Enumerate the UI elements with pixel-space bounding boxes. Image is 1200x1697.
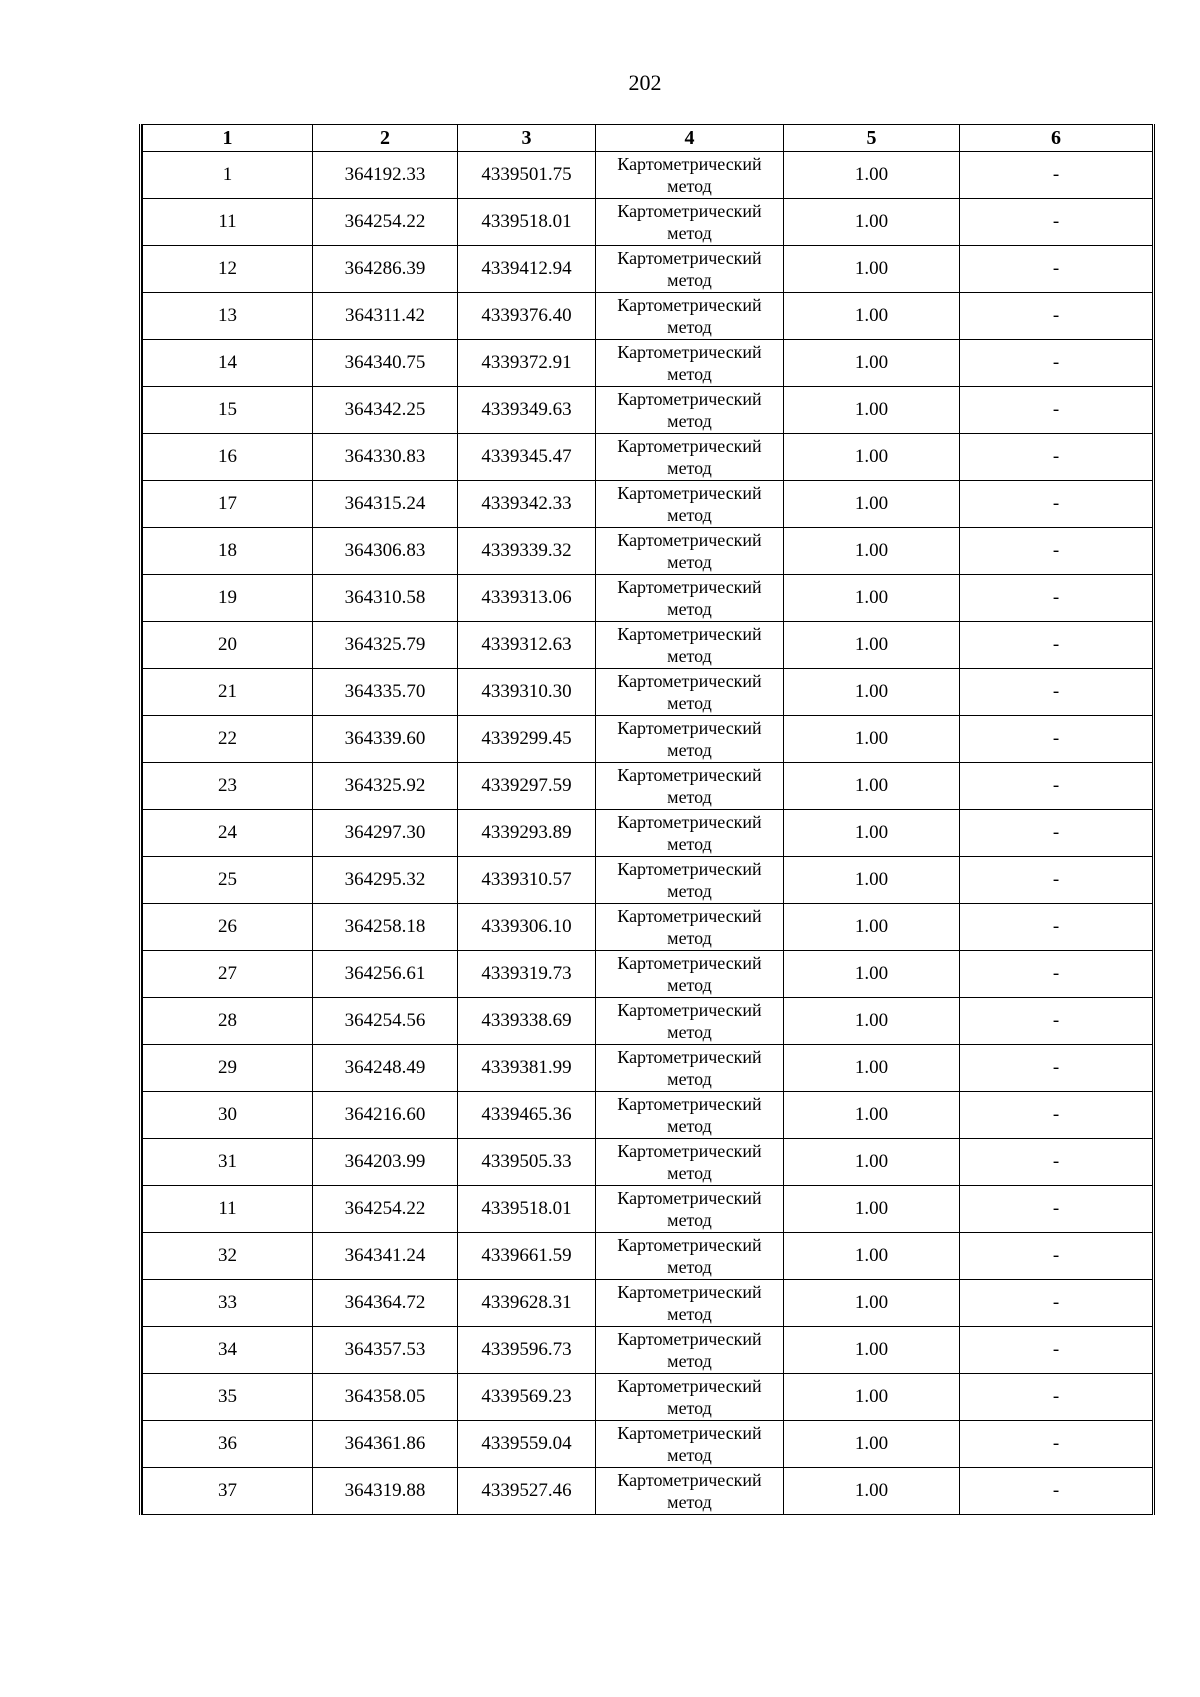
method-cell: Картометрический метод <box>596 1092 784 1139</box>
note-cell: - <box>960 340 1153 387</box>
point-number-cell: 26 <box>143 904 313 951</box>
point-number-cell: 11 <box>143 1186 313 1233</box>
table-row <box>143 528 1153 575</box>
header-row <box>143 125 1153 152</box>
accuracy-cell: 1.00 <box>784 622 960 669</box>
column-header-5: 5 <box>784 125 960 152</box>
x-coordinate-cell: 364339.60 <box>313 716 458 763</box>
y-coordinate-cell: 4339338.69 <box>458 998 596 1045</box>
table-row <box>143 716 1153 763</box>
method-cell: Картометрический метод <box>596 1280 784 1327</box>
y-coordinate-cell: 4339381.99 <box>458 1045 596 1092</box>
table-row <box>143 904 1153 951</box>
note-cell: - <box>960 1468 1153 1515</box>
method-cell: Картометрический метод <box>596 246 784 293</box>
y-coordinate-cell: 4339319.73 <box>458 951 596 998</box>
point-number-cell: 34 <box>143 1327 313 1374</box>
note-cell: - <box>960 1280 1153 1327</box>
note-cell: - <box>960 998 1153 1045</box>
point-number-cell: 33 <box>143 1280 313 1327</box>
x-coordinate-cell: 364258.18 <box>313 904 458 951</box>
method-cell: Картометрический метод <box>596 1186 784 1233</box>
point-number-cell: 1 <box>143 152 313 199</box>
accuracy-cell: 1.00 <box>784 716 960 763</box>
y-coordinate-cell: 4339527.46 <box>458 1468 596 1515</box>
method-cell: Картометрический метод <box>596 810 784 857</box>
table-row <box>143 293 1153 340</box>
table-row <box>143 434 1153 481</box>
point-number-cell: 21 <box>143 669 313 716</box>
y-coordinate-cell: 4339299.45 <box>458 716 596 763</box>
x-coordinate-cell: 364330.83 <box>313 434 458 481</box>
x-coordinate-cell: 364256.61 <box>313 951 458 998</box>
method-cell: Картометрический метод <box>596 340 784 387</box>
x-coordinate-cell: 364254.22 <box>313 199 458 246</box>
coordinates-table <box>142 124 1153 1515</box>
point-number-cell: 19 <box>143 575 313 622</box>
method-cell: Картометрический метод <box>596 528 784 575</box>
page-number: 202 <box>628 70 662 95</box>
note-cell: - <box>960 528 1153 575</box>
x-coordinate-cell: 364335.70 <box>313 669 458 716</box>
accuracy-cell: 1.00 <box>784 1139 960 1186</box>
accuracy-cell: 1.00 <box>784 1280 960 1327</box>
accuracy-cell: 1.00 <box>784 904 960 951</box>
note-cell: - <box>960 763 1153 810</box>
accuracy-cell: 1.00 <box>784 293 960 340</box>
x-coordinate-cell: 364310.58 <box>313 575 458 622</box>
y-coordinate-cell: 4339505.33 <box>458 1139 596 1186</box>
y-coordinate-cell: 4339559.04 <box>458 1421 596 1468</box>
point-number-cell: 32 <box>143 1233 313 1280</box>
table-row <box>143 246 1153 293</box>
y-coordinate-cell: 4339312.63 <box>458 622 596 669</box>
method-cell: Картометрический метод <box>596 575 784 622</box>
table-row <box>143 152 1153 199</box>
accuracy-cell: 1.00 <box>784 340 960 387</box>
note-cell: - <box>960 951 1153 998</box>
table-header <box>143 125 1153 152</box>
point-number-cell: 22 <box>143 716 313 763</box>
coordinates-table-wrapper <box>139 124 1155 1515</box>
accuracy-cell: 1.00 <box>784 1468 960 1515</box>
point-number-cell: 20 <box>143 622 313 669</box>
accuracy-cell: 1.00 <box>784 481 960 528</box>
x-coordinate-cell: 364286.39 <box>313 246 458 293</box>
point-number-cell: 35 <box>143 1374 313 1421</box>
x-coordinate-cell: 364342.25 <box>313 387 458 434</box>
table-row <box>143 481 1153 528</box>
accuracy-cell: 1.00 <box>784 998 960 1045</box>
point-number-cell: 13 <box>143 293 313 340</box>
note-cell: - <box>960 810 1153 857</box>
point-number-cell: 30 <box>143 1092 313 1139</box>
y-coordinate-cell: 4339345.47 <box>458 434 596 481</box>
table-row <box>143 857 1153 904</box>
x-coordinate-cell: 364306.83 <box>313 528 458 575</box>
method-cell: Картометрический метод <box>596 1233 784 1280</box>
x-coordinate-cell: 364192.33 <box>313 152 458 199</box>
y-coordinate-cell: 4339313.06 <box>458 575 596 622</box>
point-number-cell: 14 <box>143 340 313 387</box>
accuracy-cell: 1.00 <box>784 199 960 246</box>
x-coordinate-cell: 364254.56 <box>313 998 458 1045</box>
y-coordinate-cell: 4339518.01 <box>458 1186 596 1233</box>
note-cell: - <box>960 904 1153 951</box>
point-number-cell: 36 <box>143 1421 313 1468</box>
table-row <box>143 622 1153 669</box>
accuracy-cell: 1.00 <box>784 1233 960 1280</box>
note-cell: - <box>960 1421 1153 1468</box>
point-number-cell: 28 <box>143 998 313 1045</box>
y-coordinate-cell: 4339465.36 <box>458 1092 596 1139</box>
note-cell: - <box>960 669 1153 716</box>
accuracy-cell: 1.00 <box>784 246 960 293</box>
table-row <box>143 763 1153 810</box>
note-cell: - <box>960 246 1153 293</box>
note-cell: - <box>960 1045 1153 1092</box>
accuracy-cell: 1.00 <box>784 810 960 857</box>
method-cell: Картометрический метод <box>596 998 784 1045</box>
point-number-cell: 15 <box>143 387 313 434</box>
method-cell: Картометрический метод <box>596 434 784 481</box>
method-cell: Картометрический метод <box>596 951 784 998</box>
accuracy-cell: 1.00 <box>784 1186 960 1233</box>
y-coordinate-cell: 4339349.63 <box>458 387 596 434</box>
accuracy-cell: 1.00 <box>784 1327 960 1374</box>
point-number-cell: 16 <box>143 434 313 481</box>
method-cell: Картометрический метод <box>596 669 784 716</box>
y-coordinate-cell: 4339339.32 <box>458 528 596 575</box>
note-cell: - <box>960 152 1153 199</box>
accuracy-cell: 1.00 <box>784 1421 960 1468</box>
table-row <box>143 340 1153 387</box>
y-coordinate-cell: 4339501.75 <box>458 152 596 199</box>
accuracy-cell: 1.00 <box>784 669 960 716</box>
point-number-cell: 37 <box>143 1468 313 1515</box>
point-number-cell: 25 <box>143 857 313 904</box>
x-coordinate-cell: 364311.42 <box>313 293 458 340</box>
y-coordinate-cell: 4339376.40 <box>458 293 596 340</box>
table-row <box>143 1280 1153 1327</box>
point-number-cell: 31 <box>143 1139 313 1186</box>
accuracy-cell: 1.00 <box>784 1045 960 1092</box>
accuracy-cell: 1.00 <box>784 951 960 998</box>
method-cell: Картометрический метод <box>596 716 784 763</box>
method-cell: Картометрический метод <box>596 857 784 904</box>
y-coordinate-cell: 4339596.73 <box>458 1327 596 1374</box>
point-number-cell: 24 <box>143 810 313 857</box>
note-cell: - <box>960 1233 1153 1280</box>
y-coordinate-cell: 4339412.94 <box>458 246 596 293</box>
note-cell: - <box>960 293 1153 340</box>
table-row <box>143 1139 1153 1186</box>
method-cell: Картометрический метод <box>596 763 784 810</box>
note-cell: - <box>960 481 1153 528</box>
x-coordinate-cell: 364341.24 <box>313 1233 458 1280</box>
x-coordinate-cell: 364361.86 <box>313 1421 458 1468</box>
y-coordinate-cell: 4339310.30 <box>458 669 596 716</box>
method-cell: Картометрический метод <box>596 1327 784 1374</box>
point-number-cell: 29 <box>143 1045 313 1092</box>
method-cell: Картометрический метод <box>596 152 784 199</box>
column-header-1: 1 <box>143 125 313 152</box>
point-number-cell: 27 <box>143 951 313 998</box>
method-cell: Картометрический метод <box>596 1374 784 1421</box>
table-row <box>143 669 1153 716</box>
point-number-cell: 18 <box>143 528 313 575</box>
table-row <box>143 1233 1153 1280</box>
x-coordinate-cell: 364203.99 <box>313 1139 458 1186</box>
table-row <box>143 951 1153 998</box>
method-cell: Картометрический метод <box>596 1139 784 1186</box>
point-number-cell: 17 <box>143 481 313 528</box>
y-coordinate-cell: 4339518.01 <box>458 199 596 246</box>
column-header-2: 2 <box>313 125 458 152</box>
y-coordinate-cell: 4339661.59 <box>458 1233 596 1280</box>
note-cell: - <box>960 199 1153 246</box>
y-coordinate-cell: 4339342.33 <box>458 481 596 528</box>
method-cell: Картометрический метод <box>596 481 784 528</box>
note-cell: - <box>960 575 1153 622</box>
table-row <box>143 1092 1153 1139</box>
table-row <box>143 1421 1153 1468</box>
method-cell: Картометрический метод <box>596 622 784 669</box>
x-coordinate-cell: 364325.92 <box>313 763 458 810</box>
x-coordinate-cell: 364297.30 <box>313 810 458 857</box>
column-header-4: 4 <box>596 125 784 152</box>
accuracy-cell: 1.00 <box>784 763 960 810</box>
accuracy-cell: 1.00 <box>784 528 960 575</box>
y-coordinate-cell: 4339569.23 <box>458 1374 596 1421</box>
table-row <box>143 1374 1153 1421</box>
method-cell: Картометрический метод <box>596 904 784 951</box>
method-cell: Картометрический метод <box>596 1468 784 1515</box>
x-coordinate-cell: 364216.60 <box>313 1092 458 1139</box>
table-row <box>143 1186 1153 1233</box>
table-row <box>143 1327 1153 1374</box>
method-cell: Картометрический метод <box>596 387 784 434</box>
note-cell: - <box>960 857 1153 904</box>
note-cell: - <box>960 1327 1153 1374</box>
x-coordinate-cell: 364358.05 <box>313 1374 458 1421</box>
note-cell: - <box>960 1186 1153 1233</box>
accuracy-cell: 1.00 <box>784 387 960 434</box>
note-cell: - <box>960 1374 1153 1421</box>
x-coordinate-cell: 364295.32 <box>313 857 458 904</box>
table-row <box>143 387 1153 434</box>
x-coordinate-cell: 364315.24 <box>313 481 458 528</box>
accuracy-cell: 1.00 <box>784 434 960 481</box>
table-body <box>143 152 1153 1515</box>
table-row <box>143 575 1153 622</box>
method-cell: Картометрический метод <box>596 1421 784 1468</box>
table-row <box>143 1468 1153 1515</box>
accuracy-cell: 1.00 <box>784 575 960 622</box>
note-cell: - <box>960 622 1153 669</box>
column-header-3: 3 <box>458 125 596 152</box>
point-number-cell: 11 <box>143 199 313 246</box>
point-number-cell: 23 <box>143 763 313 810</box>
note-cell: - <box>960 1139 1153 1186</box>
x-coordinate-cell: 364319.88 <box>313 1468 458 1515</box>
y-coordinate-cell: 4339628.31 <box>458 1280 596 1327</box>
method-cell: Картометрический метод <box>596 293 784 340</box>
table-row <box>143 1045 1153 1092</box>
x-coordinate-cell: 364340.75 <box>313 340 458 387</box>
note-cell: - <box>960 434 1153 481</box>
y-coordinate-cell: 4339306.10 <box>458 904 596 951</box>
x-coordinate-cell: 364357.53 <box>313 1327 458 1374</box>
column-header-6: 6 <box>960 125 1153 152</box>
accuracy-cell: 1.00 <box>784 857 960 904</box>
x-coordinate-cell: 364364.72 <box>313 1280 458 1327</box>
table-row <box>143 998 1153 1045</box>
accuracy-cell: 1.00 <box>784 1092 960 1139</box>
accuracy-cell: 1.00 <box>784 1374 960 1421</box>
point-number-cell: 12 <box>143 246 313 293</box>
x-coordinate-cell: 364254.22 <box>313 1186 458 1233</box>
y-coordinate-cell: 4339372.91 <box>458 340 596 387</box>
note-cell: - <box>960 1092 1153 1139</box>
method-cell: Картометрический метод <box>596 199 784 246</box>
note-cell: - <box>960 387 1153 434</box>
table-row <box>143 199 1153 246</box>
table-row <box>143 810 1153 857</box>
y-coordinate-cell: 4339310.57 <box>458 857 596 904</box>
y-coordinate-cell: 4339297.59 <box>458 763 596 810</box>
note-cell: - <box>960 716 1153 763</box>
y-coordinate-cell: 4339293.89 <box>458 810 596 857</box>
x-coordinate-cell: 364325.79 <box>313 622 458 669</box>
x-coordinate-cell: 364248.49 <box>313 1045 458 1092</box>
method-cell: Картометрический метод <box>596 1045 784 1092</box>
accuracy-cell: 1.00 <box>784 152 960 199</box>
